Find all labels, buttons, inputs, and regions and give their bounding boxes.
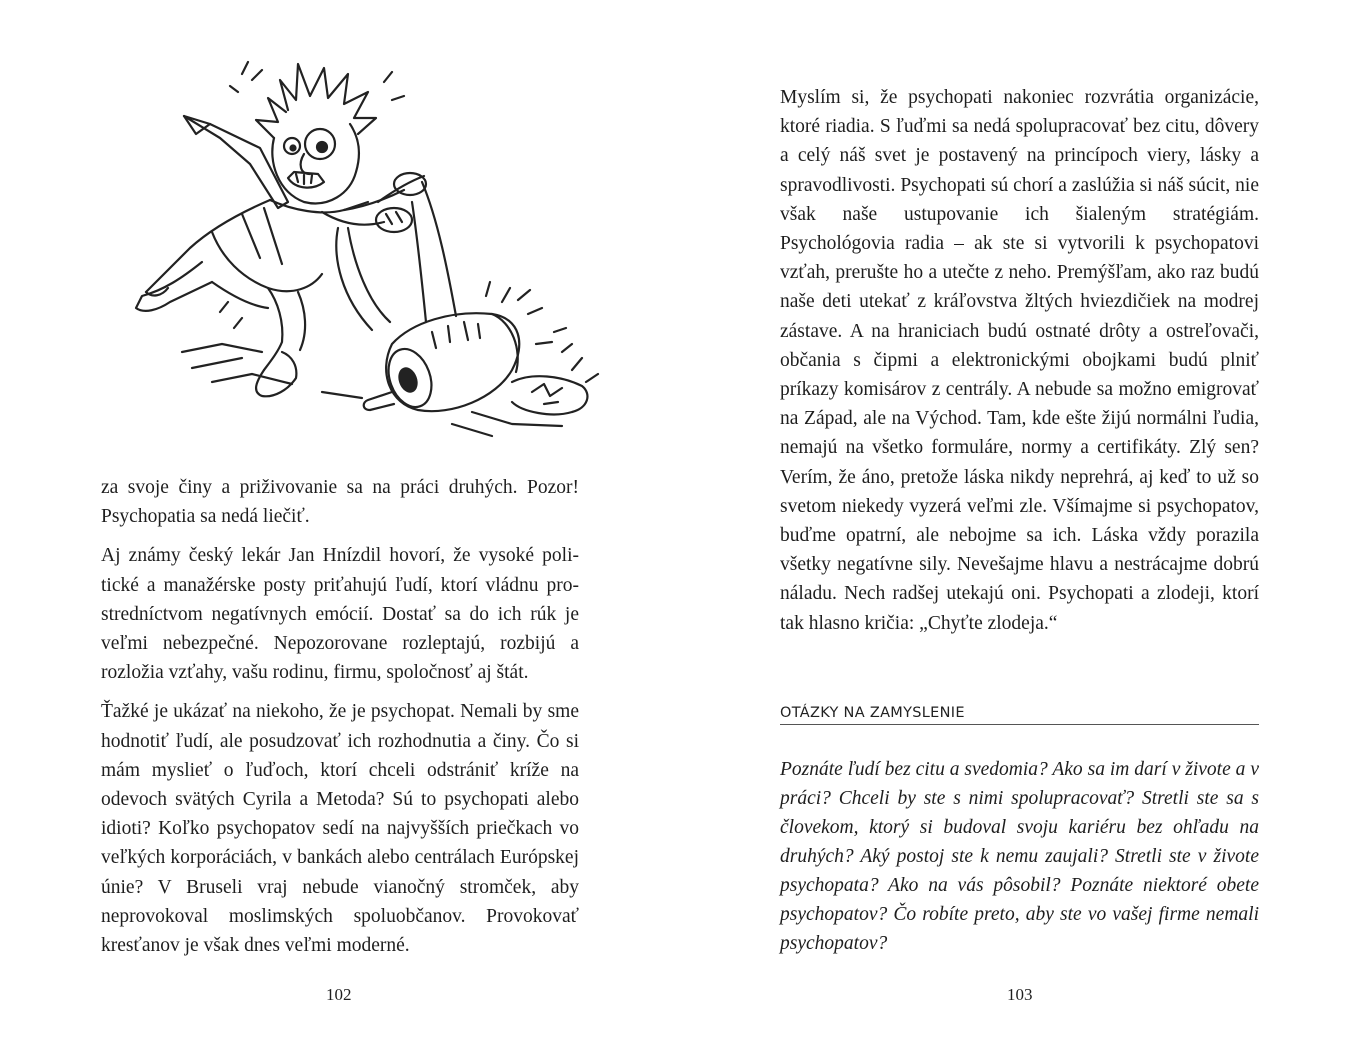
- page-number: 103: [1007, 985, 1033, 1004]
- cartoon-man-pushing-lawn-roller-icon: [92, 52, 604, 457]
- right-page: [680, 0, 1359, 1063]
- section-heading: OTÁZKY NA ZAMYSLENIE: [780, 705, 1259, 725]
- page-number: 102: [326, 985, 352, 1004]
- reflection-questions: Poznáte ľudí bez citu a svedomia? Ako sa im darí v živote a v práci? Chceli by ste s nimi spolupracovať? Stretli ste sa s človekom, ktorý si budoval svoju kariéru bez ohľadu na druhých? Aký postoj ste k nemu zaujali? Stretli ste v živote psychopata? Ako na vás pôsobil? Poznáte niektoré obete psychopatov? Čo robíte preto, aby ste vo vašej firme nemali psychopatov?: [780, 759, 1259, 954]
- left-page-body-text: [101, 473, 579, 970]
- paragraph: Ťažké je ukázať na niekoho, že je psychopat. Nemali by sme hodnotiť ľudí, ale posudzovať ich rozhodnutia a činy. Čo si mám myslieť o ľuďoch, ktorí chceli odstrániť kríže na odevoch svätých Cyrila a Metoda? Sú to psychopati alebo idioti? Koľko psychopatov sedí na najvyšších priečkach vo veľkých korporáciách, v bankách alebo centrálach Európskej únie? V Bruseli vraj nebude vianočný stromček, aby neprovokoval moslimských spoluobčanov. Provokovať kresťanov je však dnes veľmi moderné.: [101, 701, 579, 957]
- paragraph: Aj známy český lekár Jan Hnízdil hovorí, že vysoké politické a manažérske posty priťahujú ľudí, ktorí vládnu prostredníctvom negatívnych emócií. Dostať sa do ich rúk je veľmi nebezpečné. Nepozorovane rozleptajú, rozbijú a rozložia vzťahy, vašu rodinu, firmu, spoločnosť aj štát.: [101, 545, 579, 684]
- paragraph: Myslím si, že psychopati nakoniec rozvrátia organizácie, ktoré riadia. S ľuďmi sa nedá spolupracovať bez citu, dôvery a celý náš svet je postavený na princípoch viery, lásky a spravodlivosti. Psychopati sú chorí a zaslúžia si náš súcit, nie však naše ustupovanie ich šialeným stratégiám. Psychológovia radia – ak ste si vytvorili k psychopatovi vzťah, prerušte ho a utečte z neho. Premýšľam, ako raz budú naše deti utekať z kráľovstva žltých hviezdičiek na modrej zástave. A na hraniciach budú ostnaté drôty a ostreľovači, občania s čipmi a elektronickými obojkami budú plniť príkazy komisárov z centrály. A nebude sa možno emigrovať na Západ, ale na Východ. Tam, kde ešte žijú normálni ľudia, nemajú na všetko formuláre, normy a certifikáty. Zlý sen? Verím, že áno, pretože láska nikdy neprehrá, aj keď to už so svetom niekedy vyzerá veľmi zle. Všímajme si psychopatov, buďme opatrní, ale nebojme sa ich. Láska vždy porazila všetky negatívne sily. Nevešajme hlavu a nestrácajme dobrú náladu. Nech radšej utekajú oni. Psychopati a zlodeji, ktorí tak hlasno kričia: „Chyťte zlodeja.“: [780, 87, 1259, 634]
- right-page-body-text: [780, 83, 1259, 648]
- paragraph: za svoje činy a priživovanie sa na práci druhých. Pozor! Psychopatia sa nedá liečiť.: [101, 477, 579, 528]
